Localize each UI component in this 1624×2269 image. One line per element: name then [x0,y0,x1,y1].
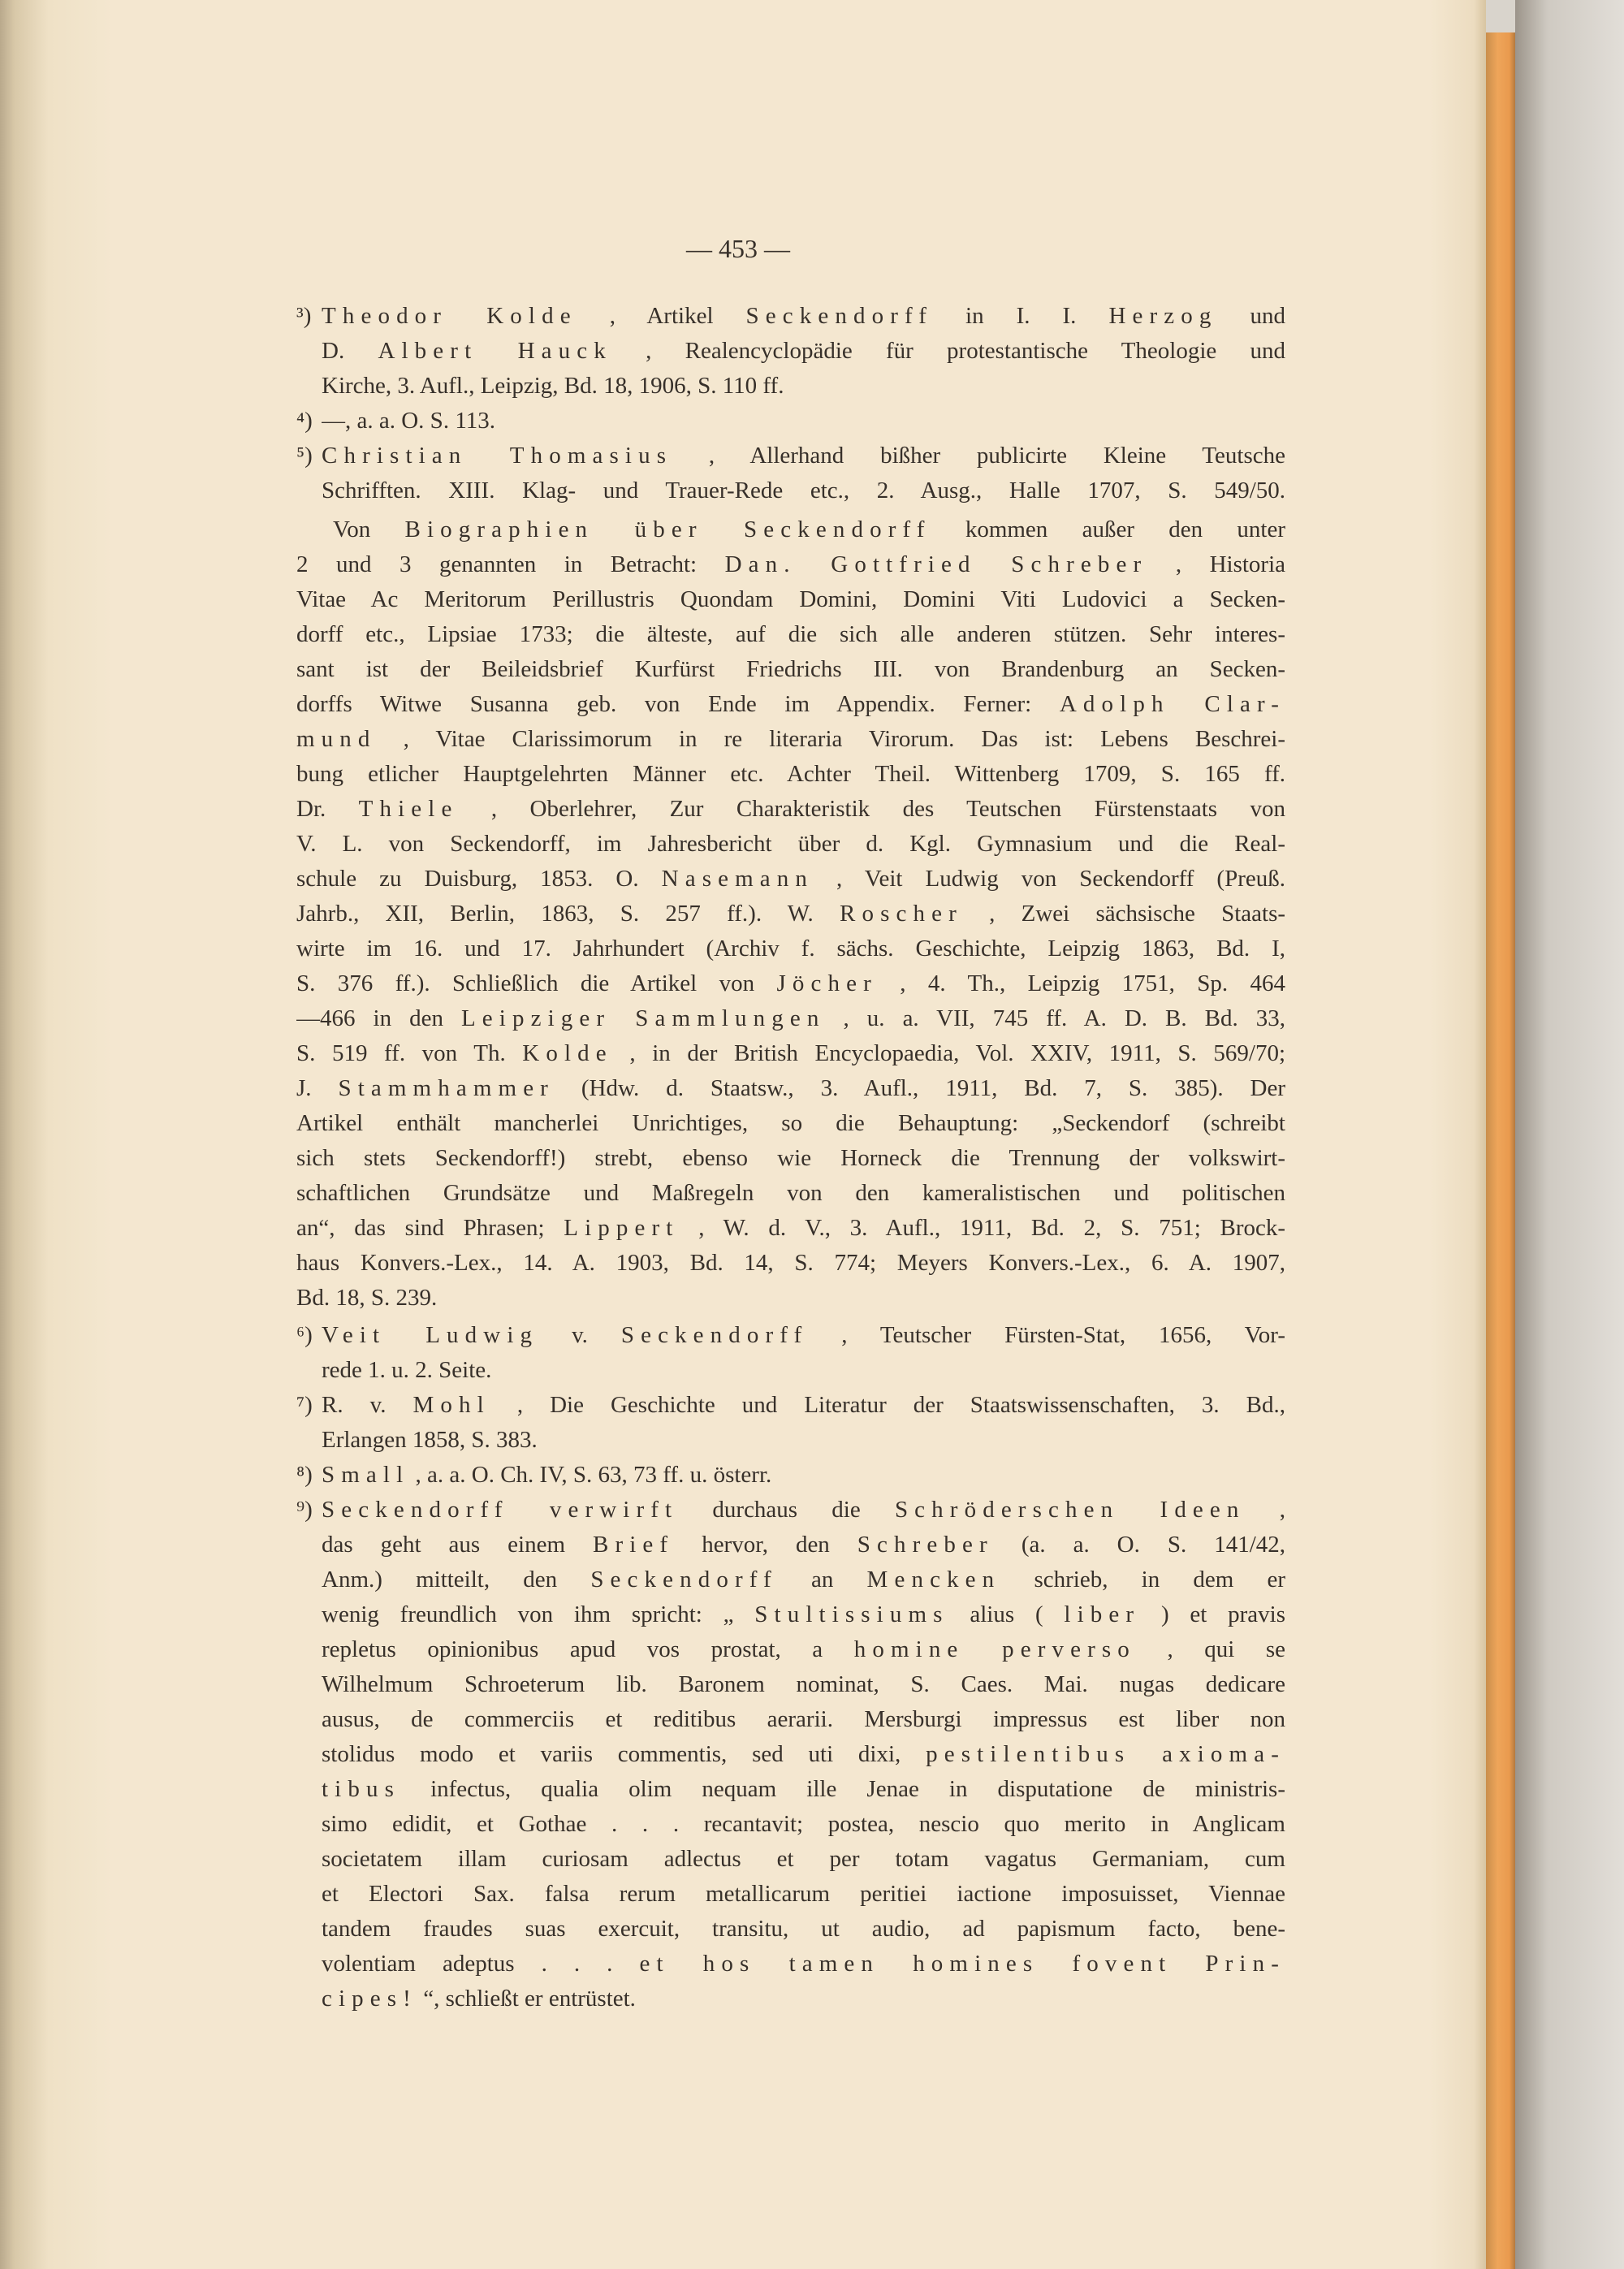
text-segment: S. 519 ff. von Th. [296,1040,523,1066]
biography-paragraph [296,512,1285,1316]
footnote [296,404,1285,439]
text-segment: , W. d. V., 3. Aufl., 1911, Bd. 2, S. 751; Brock- [698,1215,1285,1241]
text-line [322,1947,1285,1982]
text-segment: ) et pravis [1160,1601,1285,1627]
text-line [322,1493,1285,1528]
text-segment: D. [322,338,378,364]
text-segment: dorff etc., Lipsiae 1733; die älteste, auf die sich alle anderen stützen. Sehr interes- [296,621,1285,647]
text-segment: haus Konvers.-Lex., 14. A. 1903, Bd. 14, S. 774; Meyers Konvers.-Lex., 6. A. 1907, [296,1250,1285,1276]
footnote [296,1493,1285,2016]
text-line [322,1318,1285,1353]
spaced-name: Mencken [866,1567,1001,1593]
text-segment: sich stets Seckendorff!) strebt, ebenso wie Horneck die Trennung der volkswirt- [296,1145,1285,1171]
spaced-name: et hos tamen homines fovent Prin- [639,1951,1285,1977]
text-line [296,792,1285,827]
text-segment: Kirche, 3. Aufl., Leipzig, Bd. 18, 1906, S. 110 ff. [322,373,784,399]
spaced-name: Mohl [412,1392,490,1418]
text-segment: dorffs Witwe Susanna geb. von Ende im Appendix. Ferner: [296,691,1060,717]
scan-background [1515,0,1624,2269]
text-segment: schrieb, in dem er [1034,1567,1285,1593]
text-segment: volentiam adeptus . . . [322,1951,640,1977]
text-line [322,1353,1285,1388]
text-segment: J. [296,1075,339,1101]
text-line [322,1772,1285,1807]
text-line [296,722,1285,757]
text-segment: , 4. Th., Leipzig 1751, Sp. 464 [900,970,1285,996]
text-line [296,1246,1285,1281]
spaced-name: Veit Ludwig [322,1322,539,1348]
text-segment: sant ist der Beileidsbrief Kurfürst Friedrichs III. von Brandenburg an Secken- [296,656,1285,682]
text-segment: , Die Geschichte und Literatur der Staatswissenschaften, 3. Bd., [516,1392,1285,1418]
spaced-name: Albert Hauck [378,338,612,364]
footnotes-bottom [296,1318,1285,2016]
text-line [322,299,1285,334]
text-line [322,1842,1285,1877]
text-line [296,1036,1285,1071]
text-segment: v. [572,1322,621,1348]
spaced-name: Herzog [1108,303,1218,329]
footnote-marker: ³) [296,303,312,329]
text-line [296,966,1285,1001]
text-segment: (a. a. O. S. 141/42, [1021,1532,1285,1558]
text-segment: 2 und 3 genannten in Betracht: [296,551,725,577]
text-segment: , Artikel [609,303,746,329]
spaced-name: Christian Thomasius [322,443,673,469]
footnotes-top [296,299,1285,508]
spaced-name: pestilentibus axioma- [926,1741,1285,1767]
footnote-marker: ⁶) [296,1322,313,1348]
text-line [296,547,1285,582]
text-line [296,1106,1285,1141]
text-line [296,931,1285,966]
spaced-name: homine perverso [853,1636,1136,1662]
text-segment: , Zwei sächsische Staats- [989,901,1285,927]
text-line [296,687,1285,722]
spaced-name: tibus [322,1776,400,1802]
text-line [322,439,1285,473]
text-line [322,1877,1285,1912]
text-segment: Erlangen 1858, S. 383. [322,1427,538,1453]
text-segment: das geht aus einem [322,1532,594,1558]
text-line [296,617,1285,652]
text-line [322,1667,1285,1702]
spaced-name: Small [322,1462,410,1488]
text-line [296,1001,1285,1036]
text-line [322,1737,1285,1772]
text-line [322,1702,1285,1737]
text-segment: (Hdw. d. Staatsw., 3. Aufl., 1911, Bd. 7, S. 385). Der [581,1075,1285,1101]
text-line [322,1632,1285,1667]
footnote [296,1388,1285,1458]
text-segment: et Electori Sax. falsa rerum metallicarum peritiei iactione imposuisset, Viennae [322,1881,1285,1907]
text-segment: und [1250,303,1285,329]
spaced-name: Lippert [564,1215,680,1241]
text-segment: kommen außer den unter [965,516,1285,542]
text-segment: —466 in den [296,1005,461,1031]
text-line [296,582,1285,617]
spaced-name: Kolde [522,1040,613,1066]
text-line [322,1982,1285,2016]
footnote [296,299,1285,404]
text-segment: , in der British Encyclopaedia, Vol. XXIV, 1911, S. 569/70; [629,1040,1285,1066]
spaced-name: Jöcher [776,970,878,996]
footnote-marker: ⁹) [296,1497,313,1523]
text-segment: , u. a. VII, 745 ff. A. D. B. Bd. 33, [843,1005,1285,1031]
text-line [322,334,1285,369]
text-line [322,1388,1285,1423]
text-line [296,1281,1285,1316]
text-segment: V. L. von Seckendorff, im Jahresbericht über d. Kgl. Gymnasium und die Real- [296,831,1285,857]
text-line [296,757,1285,792]
text-segment: Vitae Ac Meritorum Perillustris Quondam Domini, Domini Viti Ludovici a Secken- [296,586,1285,612]
footnote-marker: ⁵) [296,443,313,469]
text-line [322,1528,1285,1562]
spaced-name: Seckendorff verwirft [322,1497,679,1523]
text-segment: durchaus die [712,1497,895,1523]
text-segment: , Vitae Clarissimorum in re literaria Virorum. Das ist: Lebens Beschrei- [403,726,1285,752]
text-segment: , a. a. O. Ch. IV, S. 63, 73 ff. u. österr. [415,1462,772,1488]
text-segment: an“, das sind Phrasen; [296,1215,564,1241]
text-line [322,404,1285,439]
text-segment: Wilhelmum Schroeterum lib. Baronem nominat, S. Caes. Mai. nugas dedicare [322,1671,1285,1697]
spaced-name: Stammhammer [338,1075,555,1101]
text-line [296,1141,1285,1176]
spaced-name: Seckendorff [745,303,934,329]
text-segment: infectus, qualia olim nequam ille Jenae in disputatione de ministris- [430,1776,1285,1802]
spaced-name: Leipziger Sammlungen [460,1005,826,1031]
text-segment: Von [333,516,405,542]
text-line [296,827,1285,862]
text-line [322,1458,1285,1493]
spaced-name: Brief [593,1532,675,1558]
text-line [322,369,1285,404]
text-segment: , Oberlehrer, Zur Charakteristik des Teutschen Fürstenstaats von [490,796,1285,822]
text-line [322,473,1285,508]
page-number: — 453 — [686,234,790,263]
footnote [296,1458,1285,1493]
text-line [296,1071,1285,1106]
text-segment: hervor, den [702,1532,857,1558]
spaced-name: Nasemann [661,866,814,892]
text-segment: , Allerhand bißher publicirte Kleine Teutsche [708,443,1285,469]
spaced-name: Schreber [857,1532,994,1558]
footnote-marker: ⁸) [296,1462,313,1488]
text-line [322,1912,1285,1947]
text-segment: stolidus modo et variis commentis, sed uti dixi, [322,1741,926,1767]
text-segment: Jahrb., XII, Berlin, 1863, S. 257 ff.). W. [296,901,840,927]
text-segment: rede 1. u. 2. Seite. [322,1357,492,1383]
footnote-marker: ⁷) [296,1392,313,1418]
page-body [296,299,1285,2016]
spaced-name: mund [296,726,377,752]
text-segment: schaftlichen Grundsätze und Maßregeln von den kameralistischen und politischen [296,1180,1285,1206]
text-segment: an [811,1567,867,1593]
text-segment: alius ( [970,1601,1043,1627]
text-segment: “, schließt er entrüstet. [423,1986,636,2012]
text-segment: , Historia [1175,551,1285,577]
text-segment: wenig freundlich von ihm spricht: „ [322,1601,734,1627]
text-line [322,1562,1285,1597]
spaced-name: Schröderschen Ideen [894,1497,1246,1523]
text-line [296,862,1285,897]
text-segment: , Realencyclopädie für protestantische Theologie und [646,338,1285,364]
text-segment: S. 376 ff.). Schließlich die Artikel von [296,970,777,996]
spaced-name: Stultissiums [754,1601,949,1627]
spaced-name: Adolph Clar- [1059,691,1285,717]
text-line [322,1597,1285,1632]
text-segment: ausus, de commerciis et reditibus aerarii. Mersburgi impressus est liber non [322,1706,1285,1732]
text-segment: , Teutscher Fürsten-Stat, 1656, Vor- [841,1322,1285,1348]
footnote-marker: ⁴) [296,408,313,434]
text-line [322,1807,1285,1842]
text-line [296,652,1285,687]
footnote [296,1318,1285,1388]
text-segment: , [1279,1497,1285,1523]
text-segment: Schrifften. XIII. Klag- und Trauer-Rede etc., 2. Ausg., Halle 1707, S. 549/50. [322,478,1285,504]
text-segment: in I. I. [965,303,1109,329]
text-segment: societatem illam curiosam adlectus et per totam vagatus Germaniam, cum [322,1846,1285,1872]
page-edge-orange [1486,32,1515,2269]
text-segment: —, a. a. O. S. 113. [322,408,495,434]
text-segment: Anm.) mitteilt, den [322,1567,591,1593]
text-segment: bung etlicher Hauptgelehrten Männer etc. Achter Theil. Wittenberg 1709, S. 165 ff. [296,761,1285,787]
spaced-name: liber [1064,1601,1141,1627]
spaced-name: Biographien über Seckendorff [404,516,931,542]
text-segment: , qui se [1167,1636,1285,1662]
text-line [296,1211,1285,1246]
spaced-name: Roscher [840,901,963,927]
spaced-name: Thiele [358,796,459,822]
footnote [296,439,1285,508]
text-segment: simo edidit, et Gothae . . . recantavit; postea, nescio quo merito in Anglicam [322,1811,1285,1837]
text-segment: , Veit Ludwig von Seckendorff (Preuß. [836,866,1285,892]
text-segment: Dr. [296,796,359,822]
spaced-name: Seckendorff [620,1322,809,1348]
text-segment: Artikel enthält mancherlei Unrichtiges, so die Behauptung: „Seckendorf (schreibt [296,1110,1285,1136]
text-line [296,897,1285,931]
text-segment: wirte im 16. und 17. Jahrhundert (Archiv f. sächs. Geschichte, Leipzig 1863, Bd. I, [296,936,1285,962]
text-line [296,1176,1285,1211]
text-segment: repletus opinionibus apud vos prostat, a [322,1636,854,1662]
spaced-name: Seckendorff [590,1567,778,1593]
spaced-name: cipes! [322,1986,417,2012]
text-line [296,512,1285,547]
spaced-name: Theodor Kolde [322,303,577,329]
text-segment: R. v. [322,1392,413,1418]
text-line [322,1423,1285,1458]
text-segment: Bd. 18, S. 239. [296,1285,438,1311]
spaced-name: Dan. Gottfried Schreber [724,551,1148,577]
text-segment: schule zu Duisburg, 1853. O. [296,866,662,892]
text-segment: tandem fraudes suas exercuit, transitu, ut audio, ad papismum facto, bene- [322,1916,1285,1942]
